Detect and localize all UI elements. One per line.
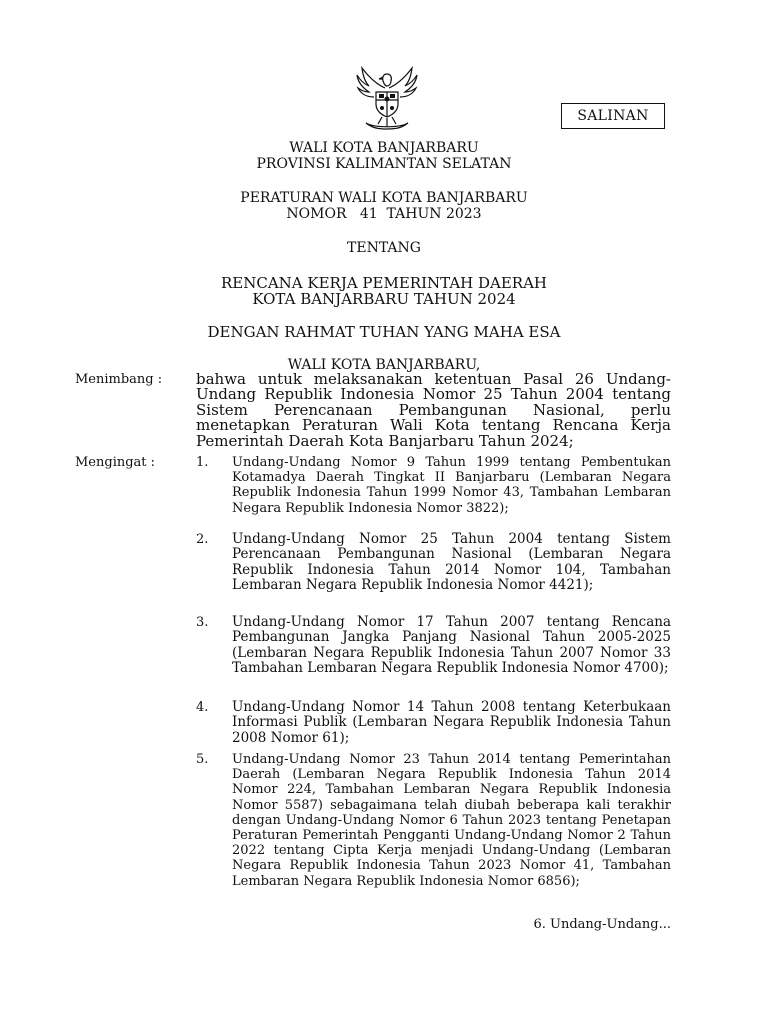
list-item: Undang-Undang Nomor 14 Tahun 2008 tentang Keterbukaan Informasi Publik (Lembaran Negara Republik Indonesia Tahun 2008 Nomor 61); xyxy=(232,699,671,746)
list-item-number: 2. xyxy=(196,532,209,547)
province-title: PROVINSI KALIMANTAN SELATAN xyxy=(256,156,512,172)
list-item-number: 4. xyxy=(196,700,209,715)
list-item-number: 5. xyxy=(196,752,209,767)
regulation-title: PERATURAN WALI KOTA BANJARBARU xyxy=(240,190,528,206)
list-item-number: 1. xyxy=(196,455,209,470)
list-item-number: 3. xyxy=(196,615,209,630)
list-item: Undang-Undang Nomor 25 Tahun 2004 tentang Sistem Perencanaan Pembangunan Nasional (Lembaran Negara Republik Indonesia Tahun 2014 Nomor 104, Tambahan Lembaran Negara Republik Indonesia Nomor 4421); xyxy=(232,531,671,593)
issuer-heading: WALI KOTA BANJARBARU, xyxy=(287,357,481,373)
list-item: Undang-Undang Nomor 17 Tahun 2007 tentang Rencana Pembangunan Jangka Panjang Nasional Tahun 2005-2025 (Lembaran Negara Republik Indonesia Tahun 2007 Nomor 33 Tambahan Lembaran Negara Republik Indonesia Nomor 4700); xyxy=(232,614,671,676)
subject-line-1: RENCANA KERJA PEMERINTAH DAERAH xyxy=(220,274,548,292)
list-item: Undang-Undang Nomor 9 Tahun 1999 tentang Pembentukan Kotamadya Daerah Tingkat II Banjarbaru (Lembaran Negara Republik Indonesia Tahun 1999 Nomor 43, Tambahan Lembaran Negara Republik Indonesia Nomor 3822); xyxy=(232,455,671,516)
mengingat-label: Mengingat : xyxy=(75,455,156,470)
continuation-note: 6. Undang-Undang... xyxy=(533,917,671,932)
list-item: Undang-Undang Nomor 23 Tahun 2014 tentang Pemerintahan Daerah (Lembaran Negara Republik Indonesia Tahun 2014 Nomor 224, Tambahan Lembaran Negara Republik Indonesia Nomor 5587) sebagaimana telah diubah beberapa kali terakhir dengan Undang-Undang Nomor 6 Tahun 2023 tentang Penetapan Peraturan Pemerintah Pengganti Undang-Undang Nomor 2 Tahun 2022 tentang Cipta Kerja menjadi Undang-Undang (Lembaran Negara Republik Indonesia Tahun 2023 Nomor 41, Tambahan Lembaran Negara Republik Indonesia Nomor 6856); xyxy=(232,752,671,889)
garuda-emblem-icon xyxy=(352,66,422,130)
copy-stamp: SALINAN xyxy=(561,103,665,129)
regulation-number: NOMOR 41 TAHUN 2023 xyxy=(286,206,482,222)
menimbang-label: Menimbang : xyxy=(75,372,163,387)
subject-line-2: KOTA BANJARBARU TAHUN 2024 xyxy=(252,290,516,308)
preamble-invocation: DENGAN RAHMAT TUHAN YANG MAHA ESA xyxy=(207,323,561,341)
issuer-title: WALI KOTA BANJARBARU xyxy=(289,140,479,156)
tentang-heading: TENTANG xyxy=(347,240,421,256)
menimbang-text: bahwa untuk melaksanakan ketentuan Pasal 26 Undang-Undang Republik Indonesia Nomor 25 Tahun 2004 tentang Sistem Perencanaan Pembangunan Nasional, perlu menetapkan Peraturan Wali Kota tentang Rencana Kerja Pemerintah Daerah Kota Banjarbaru Tahun 2024; xyxy=(196,370,671,450)
